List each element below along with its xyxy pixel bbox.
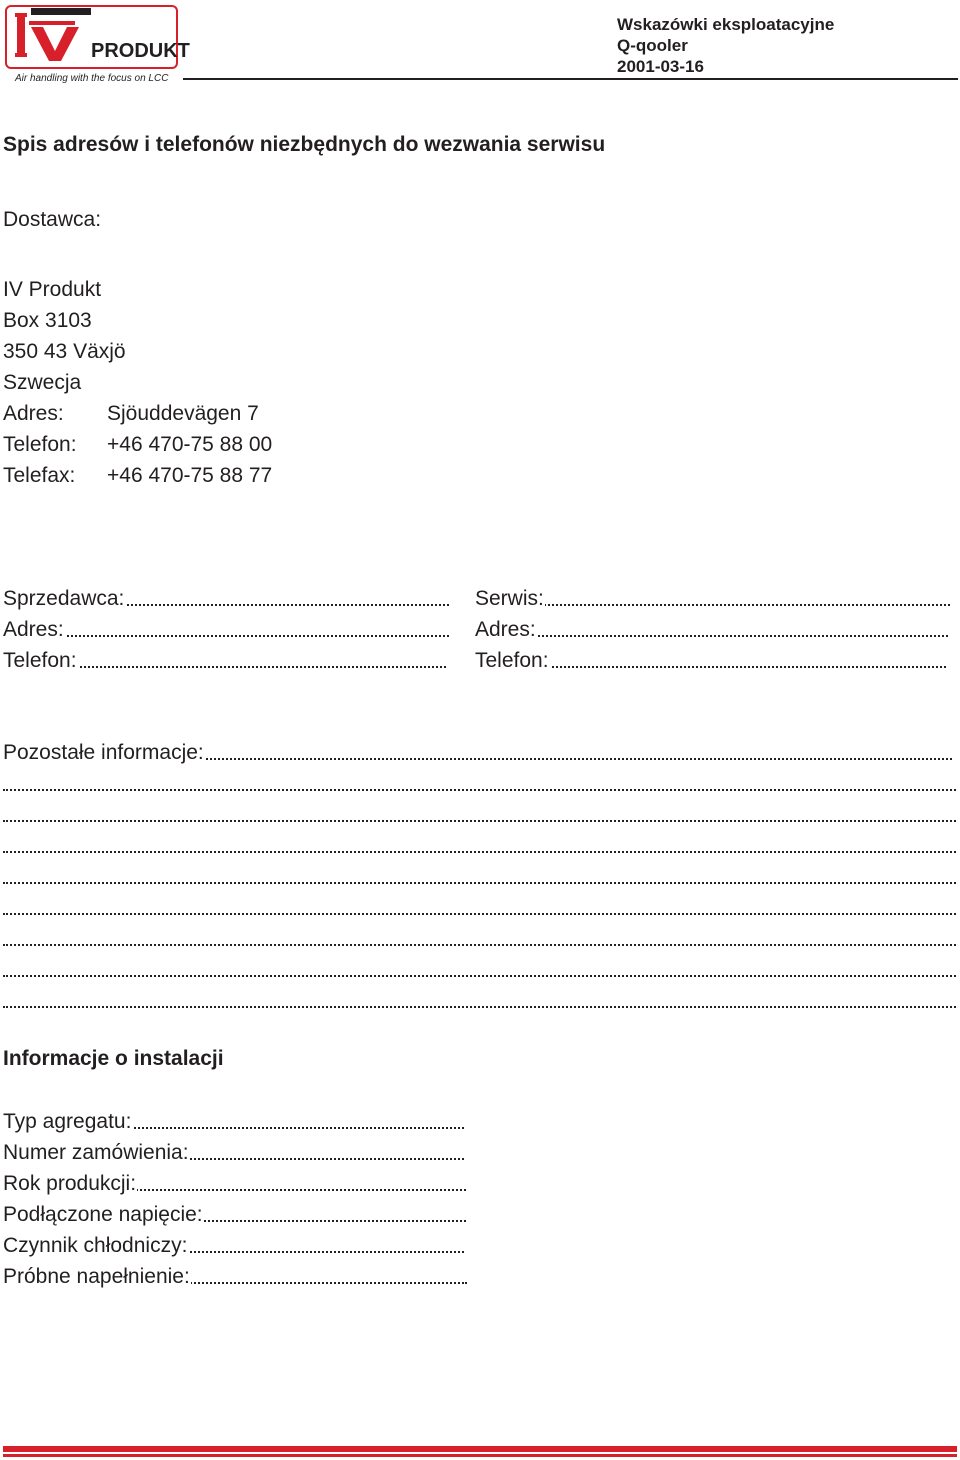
supplier-fax-value: +46 470-75 88 77 (107, 464, 273, 487)
blank-line[interactable] (3, 957, 956, 983)
installation-heading: Informacje o instalacji (3, 1047, 224, 1070)
company-logo (5, 5, 190, 85)
blank-line[interactable] (3, 833, 956, 859)
service-field[interactable] (475, 586, 950, 612)
seller-phone-label: Telefon: (3, 649, 77, 672)
blank-line[interactable] (3, 802, 956, 828)
doc-type: Wskazówki eksploatacyjne (617, 15, 835, 34)
install-field-label: Podłączone napięcie: (3, 1203, 203, 1226)
service-address-field[interactable] (475, 617, 948, 643)
service-label: Serwis: (475, 587, 544, 610)
supplier-phone-label: Telefon: (3, 433, 77, 456)
other-info-field[interactable] (3, 740, 952, 766)
seller-address-field[interactable] (3, 617, 449, 643)
supplier-phone-value: +46 470-75 88 00 (107, 433, 273, 456)
supplier-heading: Dostawca: (3, 208, 102, 231)
install-field[interactable] (3, 1264, 467, 1290)
header-rule (183, 78, 958, 80)
blank-line[interactable] (3, 895, 956, 921)
product-name: Q-qooler (617, 36, 688, 55)
page-title: Spis adresów i telefonów niezbędnych do wezwania serwisu (3, 133, 606, 156)
install-field[interactable] (3, 1233, 464, 1259)
install-field-label: Typ agregatu: (3, 1110, 132, 1133)
install-field[interactable] (3, 1171, 466, 1197)
supplier-line: 350 43 Växjö (3, 340, 126, 363)
install-field-label: Rok produkcji: (3, 1172, 137, 1195)
doc-date: 2001-03-16 (617, 57, 704, 76)
install-field-label: Próbne napełnienie: (3, 1265, 190, 1288)
tagline-text: Air handling with the focus on LCC (15, 73, 169, 84)
footer-rule (3, 1446, 957, 1452)
blank-line[interactable] (3, 771, 956, 797)
seller-phone-field[interactable] (3, 648, 446, 674)
brand-text: PRODUKT (91, 40, 190, 62)
footer-rule-thin (3, 1454, 957, 1457)
blank-line[interactable] (3, 988, 956, 1014)
service-address-label: Adres: (475, 618, 536, 641)
install-field[interactable] (3, 1109, 464, 1135)
supplier-address-label: Adres: (3, 402, 64, 425)
service-phone-field[interactable] (475, 648, 946, 674)
blank-line[interactable] (3, 864, 956, 890)
seller-label: Sprzedawca: (3, 587, 125, 610)
service-phone-label: Telefon: (475, 649, 549, 672)
install-field-label: Czynnik chłodniczy: (3, 1234, 188, 1257)
supplier-line: Szwecja (3, 371, 82, 394)
other-info-label: Pozostałe informacje: (3, 741, 204, 764)
install-field[interactable] (3, 1202, 466, 1228)
logo-graphic (5, 5, 190, 85)
seller-address-label: Adres: (3, 618, 64, 641)
supplier-line: Box 3103 (3, 309, 92, 332)
install-field-label: Numer zamówienia: (3, 1141, 189, 1164)
install-field[interactable] (3, 1140, 464, 1166)
supplier-fax-label: Telefax: (3, 464, 76, 487)
supplier-line: IV Produkt (3, 278, 102, 301)
blank-line[interactable] (3, 926, 956, 952)
supplier-address-value: Sjöuddevägen 7 (107, 402, 259, 425)
seller-field[interactable] (3, 586, 449, 612)
